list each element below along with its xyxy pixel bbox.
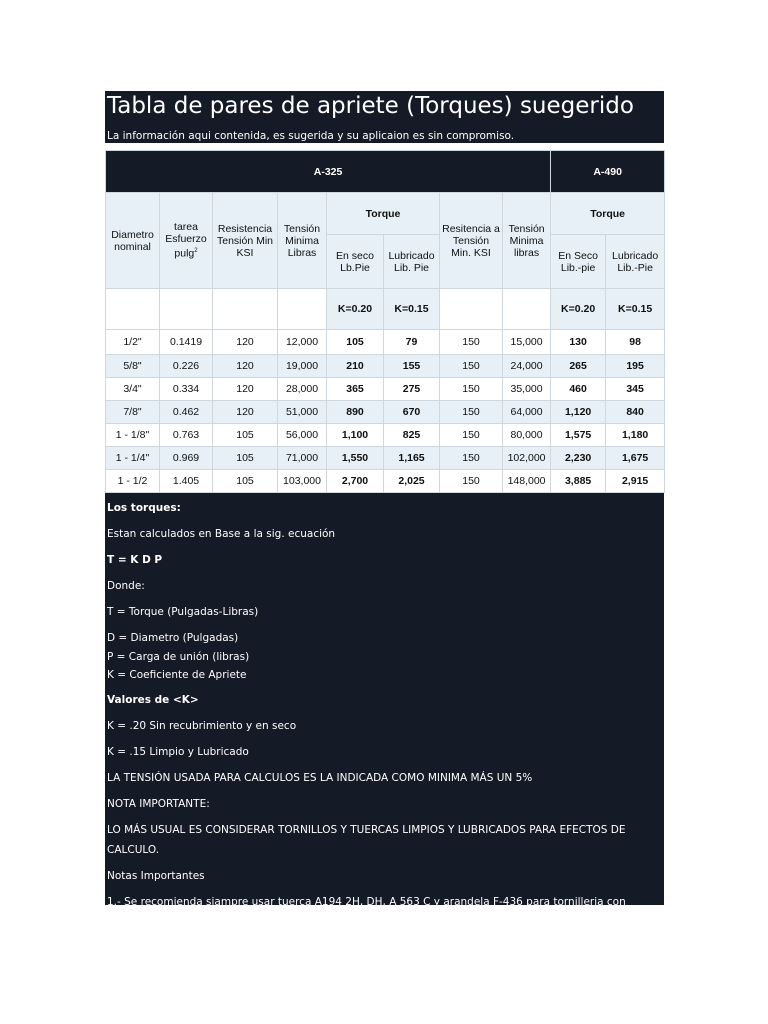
cell-ksi2: 150 bbox=[440, 401, 503, 424]
page-title: Tabla de pares de apriete (Torques) suegerido bbox=[107, 93, 634, 119]
cell-seco1: 890 bbox=[327, 401, 384, 424]
notes-heading: Los torques: bbox=[107, 502, 181, 514]
col-resistencia-a325: Resistencia Tensión Min KSI bbox=[213, 193, 278, 289]
cell-diam: 1 - 1/4" bbox=[106, 447, 160, 470]
cell-tension2: 35,000 bbox=[503, 378, 551, 401]
cell-area: 1.405 bbox=[160, 470, 213, 493]
notes-p-def: P = Carga de unión (libras) bbox=[107, 651, 250, 663]
cell-lub2: 195 bbox=[606, 355, 665, 378]
cell-area: 0.969 bbox=[160, 447, 213, 470]
cell-seco2: 1,120 bbox=[551, 401, 606, 424]
cell-seco2: 265 bbox=[551, 355, 606, 378]
col-area-label: tarea Esfuerzo pulg bbox=[165, 221, 207, 260]
cell-lub1: 670 bbox=[384, 401, 440, 424]
cell-tension2: 148,000 bbox=[503, 470, 551, 493]
k-seco-a490: K=0.20 bbox=[551, 289, 606, 330]
notes-d-def: D = Diametro (Pulgadas) bbox=[107, 632, 239, 644]
notes-nota-importante: NOTA IMPORTANTE: bbox=[107, 798, 210, 810]
table-row bbox=[106, 401, 665, 424]
cell-lub1: 275 bbox=[384, 378, 440, 401]
cell-area: 0.1419 bbox=[160, 330, 213, 355]
cell-tension1: 51,000 bbox=[278, 401, 327, 424]
cell-ksi2: 150 bbox=[440, 355, 503, 378]
cell-ksi1: 120 bbox=[213, 378, 278, 401]
cell-tension1: 28,000 bbox=[278, 378, 327, 401]
k-seco: K=0.20 bbox=[327, 289, 384, 330]
page-subtitle: La información aqui contenida, es sugerida y su aplicaion es sin compromiso. bbox=[107, 130, 515, 142]
title-block bbox=[105, 91, 664, 143]
k-factor-row bbox=[106, 289, 665, 330]
cell-lub1: 155 bbox=[384, 355, 440, 378]
cell-diam: 3/4" bbox=[106, 378, 160, 401]
notes-valores: Valores de <K> bbox=[107, 694, 199, 706]
table-row bbox=[106, 447, 665, 470]
cell-diam: 1 - 1/2 bbox=[106, 470, 160, 493]
col-area bbox=[160, 193, 213, 289]
cell-seco2: 460 bbox=[551, 378, 606, 401]
cell-lub1: 825 bbox=[384, 424, 440, 447]
cell-ksi1: 105 bbox=[213, 424, 278, 447]
k-lubricado-a490: K=0.15 bbox=[606, 289, 665, 330]
col-resistencia-a490: Resitencia a Tensión Min. KSI bbox=[440, 193, 503, 289]
notes-k20: K = .20 Sin recubrimiento y en seco bbox=[107, 720, 297, 732]
cell-area: 0.226 bbox=[160, 355, 213, 378]
cell-area: 0.334 bbox=[160, 378, 213, 401]
col-torque-a490: Torque bbox=[551, 193, 665, 235]
cell-seco1: 1,550 bbox=[327, 447, 384, 470]
group-header-row bbox=[106, 151, 665, 193]
col-torque-a325: Torque bbox=[327, 193, 440, 235]
cell-lub1: 2,025 bbox=[384, 470, 440, 493]
table-row bbox=[106, 470, 665, 493]
document-page bbox=[105, 91, 664, 928]
group-a490: A-490 bbox=[551, 151, 665, 193]
notes-tension: LA TENSIÓN USADA PARA CALCULOS ES LA INDICADA COMO MINIMA MÁS UN 5% bbox=[107, 772, 533, 784]
cell-ksi1: 120 bbox=[213, 330, 278, 355]
notes-notas-importantes: Notas Importantes bbox=[107, 870, 205, 882]
table-row bbox=[106, 330, 665, 355]
notes-usual: LO MÁS USUAL ES CONSIDERAR TORNILLOS Y TUERCAS LIMPIOS Y LUBRICADOS PARA EFECTOS DE CALCULO. bbox=[107, 824, 626, 856]
cell-lub2: 2,915 bbox=[606, 470, 665, 493]
cell-seco2: 130 bbox=[551, 330, 606, 355]
cell-ksi2: 150 bbox=[440, 424, 503, 447]
notes-k15: K = .15 Limpio y Lubricado bbox=[107, 746, 249, 758]
notes-k-def: K = Coeficiente de Apriete bbox=[107, 669, 247, 681]
cell-seco1: 210 bbox=[327, 355, 384, 378]
cell-ksi1: 105 bbox=[213, 470, 278, 493]
col-seco-a490: En Seco Lib.-pie bbox=[551, 235, 606, 289]
cell-diam: 1 - 1/8" bbox=[106, 424, 160, 447]
k-lubricado: K=0.15 bbox=[384, 289, 440, 330]
notes-formula: T = K D P bbox=[107, 554, 163, 566]
cell-tension2: 15,000 bbox=[503, 330, 551, 355]
column-header-row bbox=[106, 193, 665, 235]
cell-lub1: 79 bbox=[384, 330, 440, 355]
cell-tension1: 12,000 bbox=[278, 330, 327, 355]
cell-ksi1: 105 bbox=[213, 447, 278, 470]
cell-ksi2: 150 bbox=[440, 330, 503, 355]
cell-lub2: 1,180 bbox=[606, 424, 665, 447]
cell-seco2: 2,230 bbox=[551, 447, 606, 470]
cell-seco2: 1,575 bbox=[551, 424, 606, 447]
col-seco-a325: En seco Lb.Pie bbox=[327, 235, 384, 289]
notes-donde: Donde: bbox=[107, 580, 145, 592]
cell-lub2: 840 bbox=[606, 401, 665, 424]
cell-area: 0.462 bbox=[160, 401, 213, 424]
group-a325: A-325 bbox=[106, 151, 551, 193]
cell-lub1: 1,165 bbox=[384, 447, 440, 470]
cell-diam: 7/8" bbox=[106, 401, 160, 424]
cell-ksi1: 120 bbox=[213, 401, 278, 424]
cell-seco1: 365 bbox=[327, 378, 384, 401]
notes-section bbox=[105, 493, 664, 928]
col-lubricado-a490: Lubricado Lib.-Pie bbox=[606, 235, 665, 289]
notes-line1: Estan calculados en Base a la sig. ecuación bbox=[107, 528, 336, 540]
notes-nota1: 1.- Se recomienda siampre usar tuerca A194 2H, DH, A 563 C y arandela F-436 para tornilleria con acabado (recubrimiento) o sin acabado, en tipos 1 y 2. bbox=[107, 896, 626, 928]
cell-lub2: 1,675 bbox=[606, 447, 665, 470]
col-tension-a490: Tensión Minima libras bbox=[503, 193, 551, 289]
cell-ksi2: 150 bbox=[440, 470, 503, 493]
cell-diam: 1/2" bbox=[106, 330, 160, 355]
col-area-sup: 2 bbox=[194, 248, 198, 255]
cell-ksi2: 150 bbox=[440, 378, 503, 401]
cell-ksi1: 120 bbox=[213, 355, 278, 378]
cell-tension2: 80,000 bbox=[503, 424, 551, 447]
cell-seco1: 2,700 bbox=[327, 470, 384, 493]
table-row bbox=[106, 378, 665, 401]
table-row bbox=[106, 424, 665, 447]
table-row bbox=[106, 355, 665, 378]
col-diametro: Diametro nominal bbox=[106, 193, 160, 289]
cell-seco1: 105 bbox=[327, 330, 384, 355]
notes-t-def: T = Torque (Pulgadas-Libras) bbox=[107, 606, 259, 618]
cell-lub2: 345 bbox=[606, 378, 665, 401]
cell-tension1: 19,000 bbox=[278, 355, 327, 378]
torque-table bbox=[105, 150, 665, 493]
cell-tension2: 24,000 bbox=[503, 355, 551, 378]
cell-tension1: 103,000 bbox=[278, 470, 327, 493]
cell-ksi2: 150 bbox=[440, 447, 503, 470]
cell-tension1: 71,000 bbox=[278, 447, 327, 470]
cell-seco1: 1,100 bbox=[327, 424, 384, 447]
cell-tension1: 56,000 bbox=[278, 424, 327, 447]
col-lubricado-a325: Lubricado Lib. Pie bbox=[384, 235, 440, 289]
cell-tension2: 102,000 bbox=[503, 447, 551, 470]
cell-tension2: 64,000 bbox=[503, 401, 551, 424]
cell-diam: 5/8" bbox=[106, 355, 160, 378]
cell-area: 0.763 bbox=[160, 424, 213, 447]
cell-lub2: 98 bbox=[606, 330, 665, 355]
col-tension-a325: Tensión Minima Libras bbox=[278, 193, 327, 289]
cell-seco2: 3,885 bbox=[551, 470, 606, 493]
